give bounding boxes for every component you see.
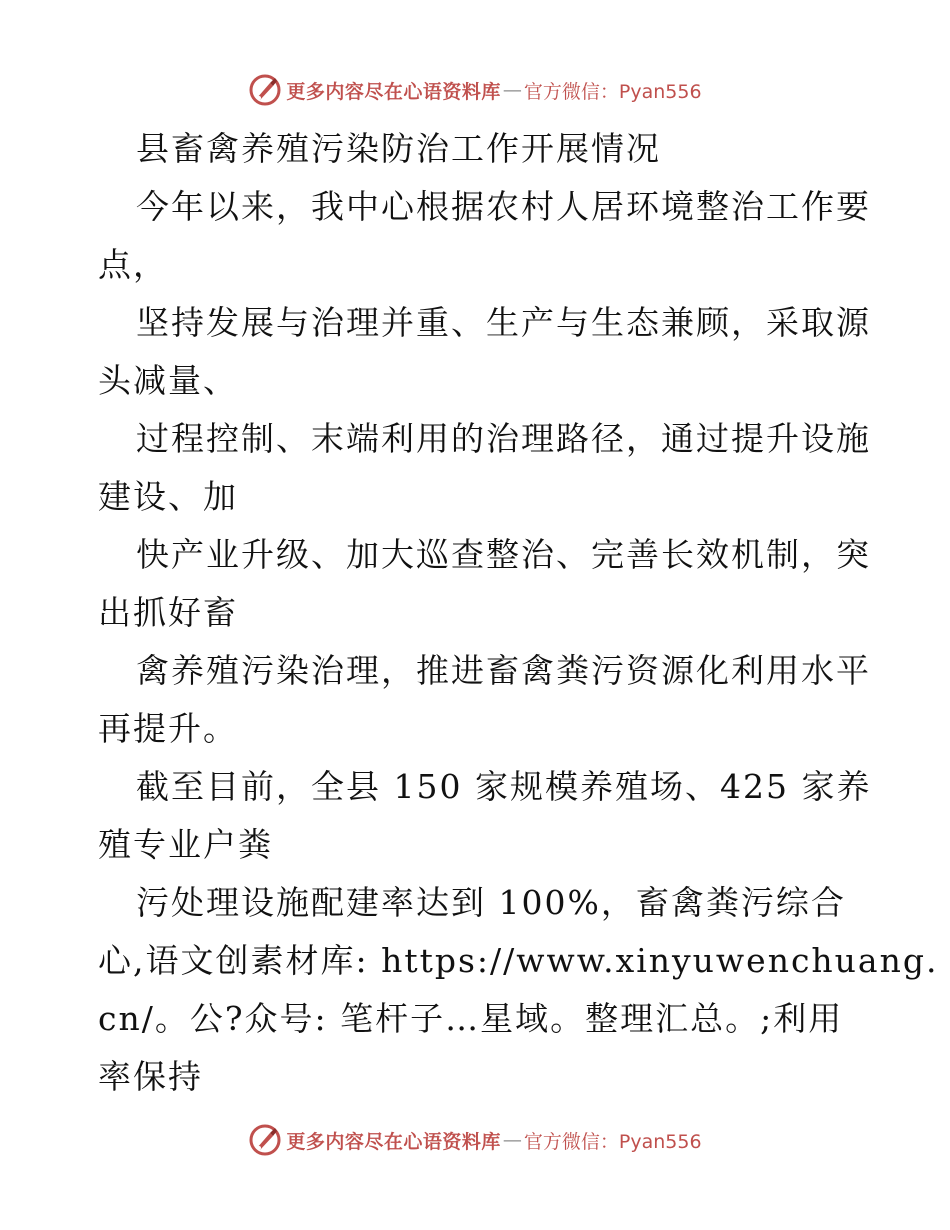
footer-watermark: [0, 1120, 950, 1160]
text-line: 再提升。: [98, 709, 238, 748]
banner-wechat: 官方微信：Pyan556: [523, 1130, 702, 1153]
banner-title: 更多内容尽在心语资料库: [286, 1130, 501, 1153]
text-line: 心,语文创素材库: https://www.xinyuwenchuang.: [98, 941, 939, 980]
text-line: 头减量、: [98, 361, 238, 400]
text-line: 率保持: [98, 1057, 203, 1096]
text-line: 过程控制、末端利用的治理路径，通过提升设施: [136, 419, 871, 458]
text-line: 坚持发展与治理并重、生产与生态兼顾，采取源: [136, 303, 871, 342]
document-body: [98, 120, 939, 1106]
header-watermark: [0, 70, 950, 110]
text-line: cn/。公?众号: 笔杆子…星域。整理汇总。;利用: [98, 999, 844, 1038]
quill-pen-icon: [248, 73, 282, 107]
text-line: 殖专业户粪: [98, 825, 273, 864]
text-line: 点，: [98, 245, 168, 284]
banner-separator: —: [502, 1129, 522, 1151]
text-line: 截至目前，全县 150 家规模养殖场、425 家养: [136, 767, 872, 806]
text-line: 建设、加: [98, 477, 238, 516]
quill-pen-icon: [248, 1123, 282, 1157]
text-line: 污处理设施配建率达到 100%，畜禽粪污综合: [136, 883, 846, 922]
text-line: 禽养殖污染治理，推进畜禽粪污资源化利用水平: [136, 651, 871, 690]
text-line: 今年以来，我中心根据农村人居环境整治工作要: [136, 187, 871, 226]
text-line: 出抓好畜: [98, 593, 238, 632]
text-line: 快产业升级、加大巡查整治、完善长效机制，突: [136, 535, 871, 574]
document-title: 县畜禽养殖污染防治工作开展情况: [136, 129, 661, 168]
banner-wechat: 官方微信：Pyan556: [523, 80, 702, 103]
banner-separator: —: [502, 79, 522, 101]
banner-title: 更多内容尽在心语资料库: [286, 80, 501, 103]
